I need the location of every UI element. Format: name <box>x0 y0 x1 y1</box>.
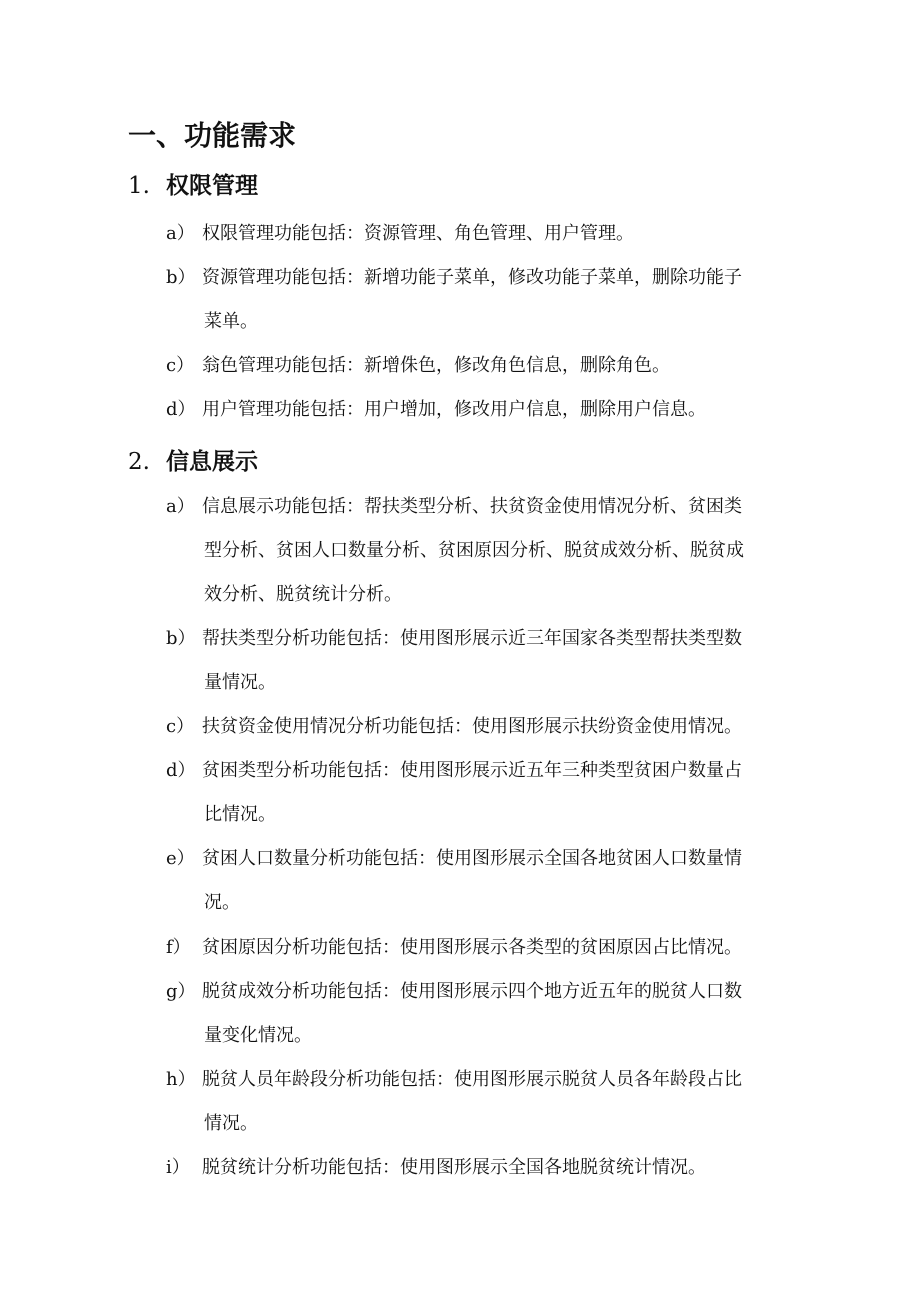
item-marker: a） <box>166 223 195 244</box>
list-item <box>166 617 816 705</box>
item-text: 脱贫统计分析功能包括：使用图形展示全国各地脱贫统计情况。 <box>202 1157 706 1178</box>
list-item <box>166 256 816 344</box>
item-marker: i） <box>166 1157 190 1178</box>
item-marker: h） <box>166 1069 196 1090</box>
list-item <box>166 344 816 388</box>
item-text: 权限管理功能包括：资源管理、角色管理、用户管理。 <box>202 223 634 244</box>
list-item <box>166 388 816 432</box>
item-text: 扶贫资金使用情况分析功能包括：使用图形展示扶纷资金使用情况。 <box>202 716 742 737</box>
section-1-heading <box>128 166 258 206</box>
item-text-continuation: 菜单。 <box>204 311 258 332</box>
item-text-continuation: 况。 <box>204 892 240 913</box>
item-marker: d） <box>166 399 196 420</box>
section-number: 1. <box>128 173 150 199</box>
item-marker: a） <box>166 496 195 517</box>
list-item <box>166 970 816 1058</box>
item-text-continuation: 量情况。 <box>204 672 276 693</box>
section-title: 权限管理 <box>166 173 258 199</box>
item-marker: g） <box>166 981 196 1002</box>
list-item <box>166 749 816 837</box>
section-number: 2. <box>128 449 150 475</box>
list-item <box>166 837 816 925</box>
list-item <box>166 1058 816 1146</box>
list-item <box>166 705 816 749</box>
section-2-heading <box>128 442 258 482</box>
item-marker: c） <box>166 355 195 376</box>
item-text: 贫困人口数量分析功能包括：使用图形展示全国各地贫困人口数量情 <box>202 848 742 869</box>
item-text-continuation: 量变化情况。 <box>204 1025 312 1046</box>
page-heading: 一、功能需求 <box>128 119 297 152</box>
list-item <box>166 926 816 970</box>
item-marker: c） <box>166 716 195 737</box>
list-item <box>166 212 816 256</box>
item-text: 信息展示功能包括：帮扶类型分析、扶贫资金使用情况分析、贫困类 <box>202 496 742 517</box>
item-text: 脱贫人员年龄段分析功能包括：使用图形展示脱贫人员各年龄段占比 <box>202 1069 742 1090</box>
item-text: 资源管理功能包括：新增功能子菜单，修改功能子菜单，删除功能子 <box>202 267 742 288</box>
item-marker: d） <box>166 760 196 781</box>
item-text-continuation: 情况。 <box>204 1113 258 1134</box>
item-marker: f） <box>166 937 191 958</box>
item-text-continuation: 比情况。 <box>204 804 276 825</box>
item-text-continuation: 型分析、贫困人口数量分析、贫困原因分析、脱贫成效分析、脱贫成 <box>204 540 744 561</box>
section-title: 信息展示 <box>166 449 258 475</box>
item-text: 贫困类型分析功能包括：使用图形展示近五年三种类型贫困户数量占 <box>202 760 742 781</box>
item-text: 用户管理功能包括：用户增加，修改用户信息，删除用户信息。 <box>202 399 706 420</box>
item-text: 贫困原因分析功能包括：使用图形展示各类型的贫困原因占比情况。 <box>202 937 742 958</box>
item-text: 翁色管理功能包括：新增侏色，修改角色信息，删除角色。 <box>202 355 670 376</box>
list-item <box>166 1146 816 1190</box>
list-item <box>166 485 816 617</box>
item-marker: b） <box>166 267 196 288</box>
item-text: 脱贫成效分析功能包括：使用图形展示四个地方近五年的脱贫人口数 <box>202 981 742 1002</box>
item-text: 帮扶类型分析功能包括：使用图形展示近三年国家各类型帮扶类型数 <box>202 628 742 649</box>
item-text-continuation: 效分析、脱贫统计分析。 <box>204 584 402 605</box>
item-marker: e） <box>166 848 195 869</box>
item-marker: b） <box>166 628 196 649</box>
